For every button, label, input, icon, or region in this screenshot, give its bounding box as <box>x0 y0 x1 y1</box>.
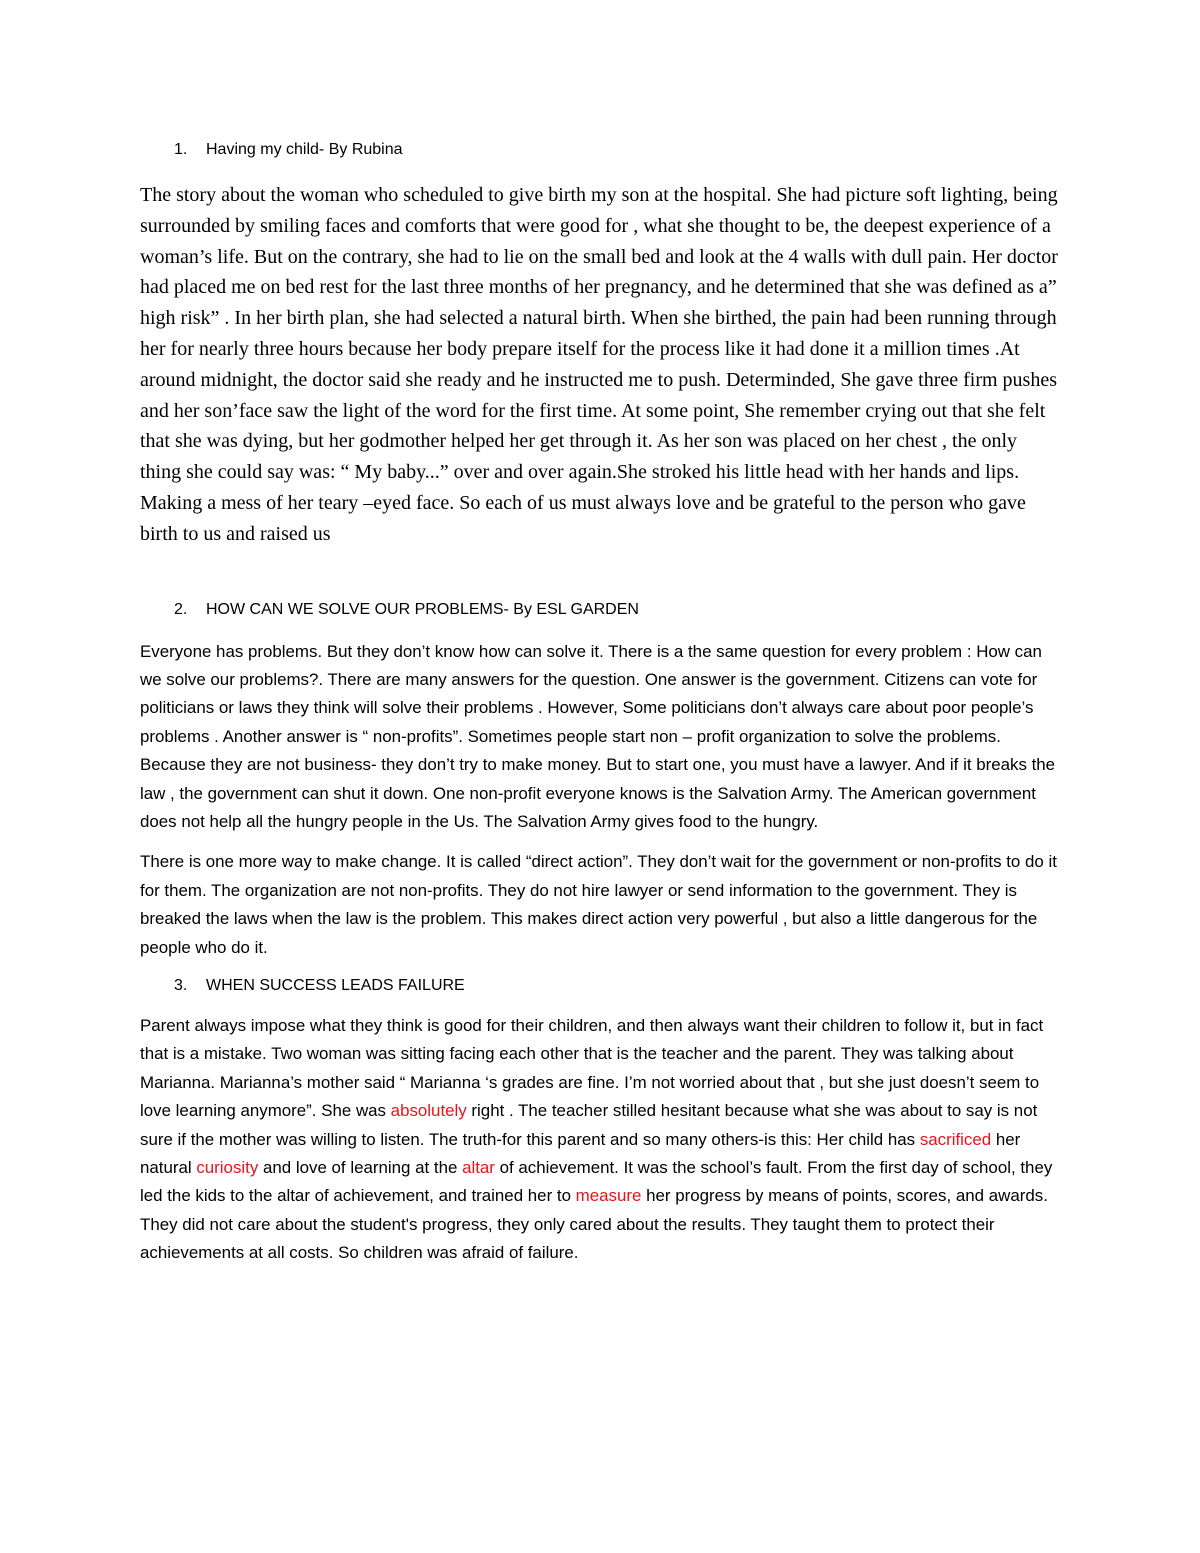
section-2-title: HOW CAN WE SOLVE OUR PROBLEMS- By ESL GARDEN <box>206 600 639 618</box>
highlighted-word-sacrificed: sacrificed <box>919 1129 992 1149</box>
paragraph-text: her progress by means of points, scores, and awards. They did not care about the student's progress, they only cared about the results. They taught them to protect their achievements at all costs. So children was afraid of failure. <box>140 1186 1048 1263</box>
section-2-paragraph-1: Everyone has problems. But they don’t know how can solve it. There is a the same question for every problem : How can we solve our problems?. There are many answers for the question. One answer is the government. Citizens can vote for politicians or laws they think will solve their problems . However, Some politicians don’t always care about poor people’s problems . Another answer is “ non-profits”. Sometimes people start non – profit organization to solve the problems. Because they are not business- they don’t try to make money. But to start one, you must have a lawyer. And if it breaks the law , the government can shut it down. One non-profit everyone knows is the Salvation Army. The American government does not help all the hungry people in the Us. The Salvation Army gives food to the hungry. <box>140 641 1056 831</box>
section-1-title: Having my child- By Rubina <box>206 141 403 158</box>
paragraph-text: of achievement. It was the school’s fault. From the first day of school, they led the kids to the altar of achievement, and trained her to <box>140 1158 1053 1206</box>
section-1-heading <box>140 140 1060 160</box>
paragraph-text: and love of learning at the <box>258 1158 463 1178</box>
section-2-number: 2. <box>174 600 188 618</box>
section-3-title: WHEN SUCCESS LEADS FAILURE <box>206 977 465 995</box>
section-3-heading <box>140 976 1060 996</box>
highlighted-word-absolutely: absolutely <box>390 1101 467 1121</box>
section-2-paragraph-2: There is one more way to make change. It is called “direct action”. They don’t wait for the government or non-profits to do it for them. The organization are not non-profits. They do not hire lawyer or send information to the government. They is breaked the laws when the law is the problem. This makes direct action very powerful , but also a little dangerous for the people who do it. <box>140 852 1057 957</box>
section-2-heading <box>140 600 1060 620</box>
paragraph-text: Parent always impose what they think is good for their children, and then always want their children to follow it, but in fact that is a mistake. Two woman was sitting facing each other that is the teacher and the parent. They was talking about Marianna. Marianna’s mother said “ Marianna ‘s grades are fine. I’m not worried about that , but she just doesn’t seem to love learning anymore”. She was <box>140 1016 1044 1121</box>
section-1-number: 1. <box>174 141 188 158</box>
section-1-paragraph: The story about the woman who scheduled to give birth my son at the hospital. She had picture soft lighting, being surrounded by smiling faces and comforts that were good for , what she thought to be, the deepest experience of a woman’s life. But on the contrary, she had to lie on the small bed and look at the 4 walls with dull pain. Her doctor had placed me on bed rest for the last three months of her pregnancy, and he determined that she was defined as a” high risk” . In her birth plan, she had selected a natural birth. When she birthed, the pain had been running through her for nearly three hours because her body prepare itself for the process like it had done it a million times .At around midnight, the doctor said she ready and he instructed me to push. Determinded, She gave three firm pushes and her son’face saw the light of the word for the first time. At some point, She remember crying out that she felt that she was dying, but her godmother helped her get through it. As her son was placed on her chest , the only thing she could say was: “ My baby...” over and over again.She stroked his little head with her hands and lips. Making a mess of her teary –eyed face. So each of us must always love and be grateful to the person who gave birth to us and raised us <box>140 184 1058 545</box>
highlighted-word-altar: altar <box>462 1158 495 1178</box>
highlighted-word-curiosity: curiosity <box>196 1158 259 1178</box>
section-3-paragraph <box>140 1012 1062 1268</box>
section-3-number: 3. <box>174 977 188 995</box>
paragraph-text: right . The teacher stilled hesitant because what she was about to say is not sure if the mother was willing to listen. The truth-for this parent and so many others-is this: Her child has <box>140 1101 1038 1149</box>
paragraph-text: her natural <box>140 1129 1021 1178</box>
highlighted-word-measure: measure <box>575 1186 642 1206</box>
